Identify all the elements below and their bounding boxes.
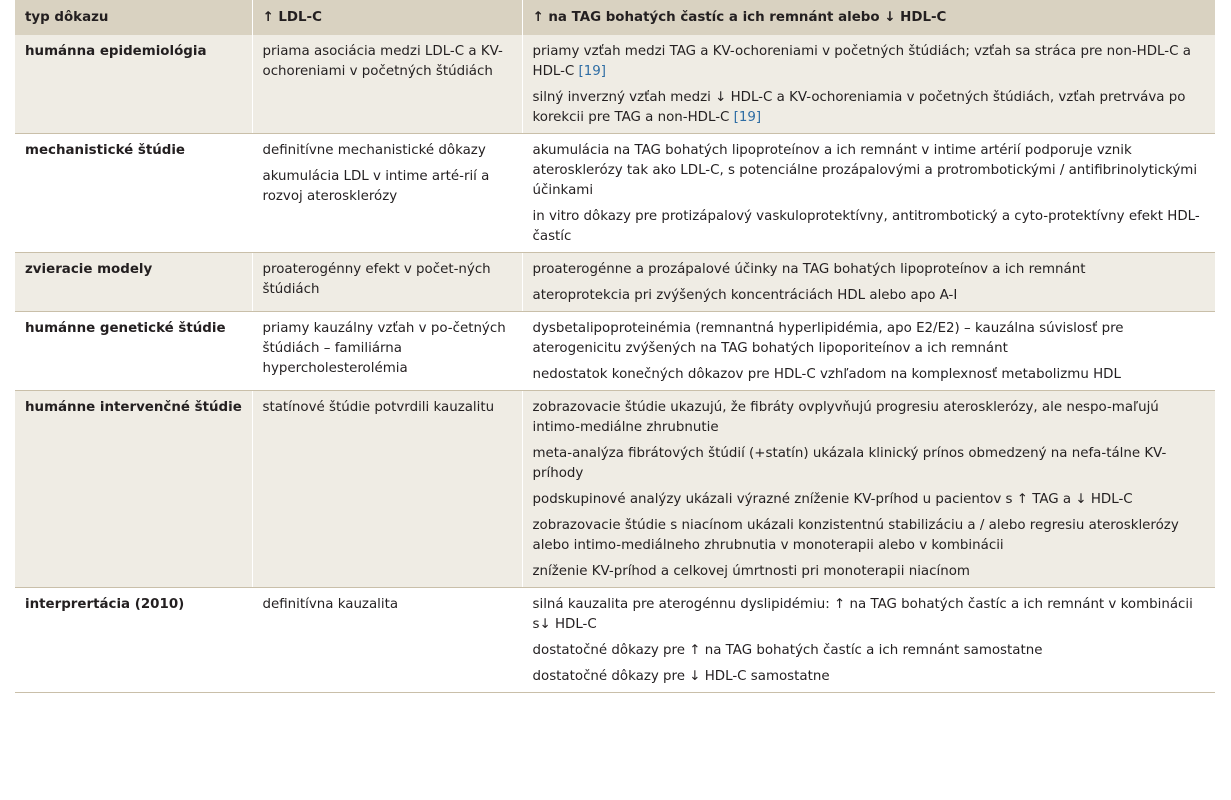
ldl-cell bbox=[252, 391, 522, 588]
table-row bbox=[15, 588, 1215, 693]
statement-text: dostatočné dôkazy pre ↑ na TAG bohatých častíc a ich remnánt samostatne bbox=[532, 643, 1043, 658]
statement-text: zníženie KV-príhod a celkovej úmrtnosti pri monoterapii niacínom bbox=[532, 564, 970, 579]
evidence-type-cell: humánne genetické štúdie bbox=[15, 312, 252, 391]
statement-text: podskupinové analýzy ukázali výrazné zníženie KV-príhod u pacientov s ↑ TAG a ↓ HDL-C bbox=[532, 492, 1133, 507]
table-header bbox=[15, 0, 1215, 35]
tag-hdl-statement bbox=[533, 641, 1208, 661]
tag-hdl-cell bbox=[522, 35, 1215, 134]
ldl-cell bbox=[252, 588, 522, 693]
ldl-cell bbox=[252, 35, 522, 134]
table-row bbox=[15, 35, 1215, 134]
evidence-type-cell: interprertácia (2010) bbox=[15, 588, 252, 693]
ldl-statement: statínové štúdie potvrdili kauzalitu bbox=[262, 400, 495, 415]
ldl-statement: proaterogénny efekt v počet-ných štúdiách bbox=[262, 262, 491, 297]
ldl-statement: definitívne mechanistické dôkazy bbox=[262, 143, 486, 158]
ldl-statement: akumulácia LDL v intime arté-rií a rozvoj aterosklerózy bbox=[262, 169, 490, 204]
statement-text: nedostatok konečných dôkazov pre HDL-C vzhľadom na komplexnosť metabolizmu HDL bbox=[532, 367, 1121, 382]
statement-text: meta-analýza fibrátových štúdií (+statín) ukázala klinický prínos obmedzený na nefa-tálne KV-príhody bbox=[532, 446, 1167, 481]
table-row bbox=[15, 312, 1215, 391]
tag-hdl-statement bbox=[533, 516, 1208, 556]
statement-text: zobrazovacie štúdie s niacínom ukázali konzistentnú stabilizáciu a / alebo regresiu aterosklerózy alebo intimo-mediálneho zhrubnutia v monoterapii alebo v kombinácii bbox=[532, 518, 1179, 553]
statement-text: dysbetalipoproteinémia (remnantná hyperlipidémia, apo E2/E2) – kauzálna súvislosť pre aterogenicitu zvýšených na TAG bohatých lipoporiteínov a ich remnánt bbox=[532, 321, 1124, 356]
tag-hdl-statement bbox=[533, 88, 1208, 128]
tag-hdl-statement bbox=[533, 562, 1208, 582]
statement-text: priamy vzťah medzi TAG a KV-ochoreniami v početných štúdiách; vzťah sa stráca pre non-HDL-C a HDL-C bbox=[532, 44, 1191, 79]
tag-hdl-statement bbox=[533, 365, 1208, 385]
tag-hdl-statement bbox=[533, 444, 1208, 484]
table-row bbox=[15, 134, 1215, 253]
tag-hdl-statement bbox=[533, 398, 1208, 438]
ldl-statement: priamy kauzálny vzťah v po-četných štúdiách – familiárna hypercholesterolémia bbox=[262, 321, 506, 376]
statement-text: silná kauzalita pre aterogénnu dyslipidémiu: ↑ na TAG bohatých častíc a ich remnánt v kombinácii s↓ HDL-C bbox=[532, 597, 1193, 632]
reference-link[interactable]: [19] bbox=[578, 64, 607, 79]
evidence-type-cell: mechanistické štúdie bbox=[15, 134, 252, 253]
tag-hdl-statement bbox=[533, 286, 1208, 306]
tag-hdl-cell bbox=[522, 312, 1215, 391]
ldl-statement: definitívna kauzalita bbox=[262, 597, 399, 612]
statement-text: proaterogénne a prozápalové účinky na TAG bohatých lipoproteínov a ich remnánt bbox=[532, 262, 1086, 277]
statement-text: ateroprotekcia pri zvýšených koncentráciách HDL alebo apo A-I bbox=[532, 288, 958, 303]
statement-text: in vitro dôkazy pre protizápalový vaskuloprotektívny, antitrombotický a cyto-protektívny efekt HDL-častíc bbox=[532, 209, 1200, 244]
tag-hdl-statement bbox=[533, 667, 1208, 687]
tag-hdl-cell bbox=[522, 391, 1215, 588]
evidence-table bbox=[15, 0, 1215, 693]
table-row bbox=[15, 391, 1215, 588]
statement-text: zobrazovacie štúdie ukazujú, že fibráty ovplyvňujú progresiu aterosklerózy, ale nespo-maľujú intimo-mediálne zhrubnutie bbox=[532, 400, 1159, 435]
ldl-cell bbox=[252, 134, 522, 253]
evidence-type-cell: zvieracie modely bbox=[15, 253, 252, 312]
tag-hdl-statement bbox=[533, 595, 1208, 635]
tag-hdl-cell bbox=[522, 134, 1215, 253]
header-ldl-c: ↑ LDL-C bbox=[252, 0, 522, 35]
ldl-cell bbox=[252, 312, 522, 391]
tag-hdl-statement bbox=[533, 141, 1208, 201]
header-tag-hdl: ↑ na TAG bohatých častíc a ich remnánt alebo ↓ HDL-C bbox=[522, 0, 1215, 35]
evidence-type-cell: humánne intervenčné štúdie bbox=[15, 391, 252, 588]
table-body bbox=[15, 35, 1215, 693]
tag-hdl-statement bbox=[533, 207, 1208, 247]
header-evidence-type: typ dôkazu bbox=[15, 0, 252, 35]
evidence-type-cell: humánna epidemiológia bbox=[15, 35, 252, 134]
ldl-statement: priama asociácia medzi LDL-C a KV-ochoreniami v početných štúdiách bbox=[262, 44, 503, 79]
reference-link[interactable]: [19] bbox=[733, 110, 762, 125]
statement-text: dostatočné dôkazy pre ↓ HDL-C samostatne bbox=[532, 669, 830, 684]
tag-hdl-statement bbox=[533, 42, 1208, 82]
header-row bbox=[15, 0, 1215, 35]
tag-hdl-statement bbox=[533, 260, 1208, 280]
table-row bbox=[15, 253, 1215, 312]
tag-hdl-statement bbox=[533, 490, 1208, 510]
statement-text: akumulácia na TAG bohatých lipoproteínov a ich remnánt v intime artérií podporuje vznik aterosklerózy tak ako LDL-C, s potenciálne prozápalovými a protrombotickými / antifibrinolytickými účinkami bbox=[532, 143, 1198, 198]
ldl-cell bbox=[252, 253, 522, 312]
statement-text: silný inverzný vzťah medzi ↓ HDL-C a KV-ochoreniamia v početných štúdiách, vzťah pretrváva po korekcii pre TAG a non-HDL-C bbox=[532, 90, 1186, 125]
tag-hdl-cell bbox=[522, 588, 1215, 693]
tag-hdl-cell bbox=[522, 253, 1215, 312]
tag-hdl-statement bbox=[533, 319, 1208, 359]
